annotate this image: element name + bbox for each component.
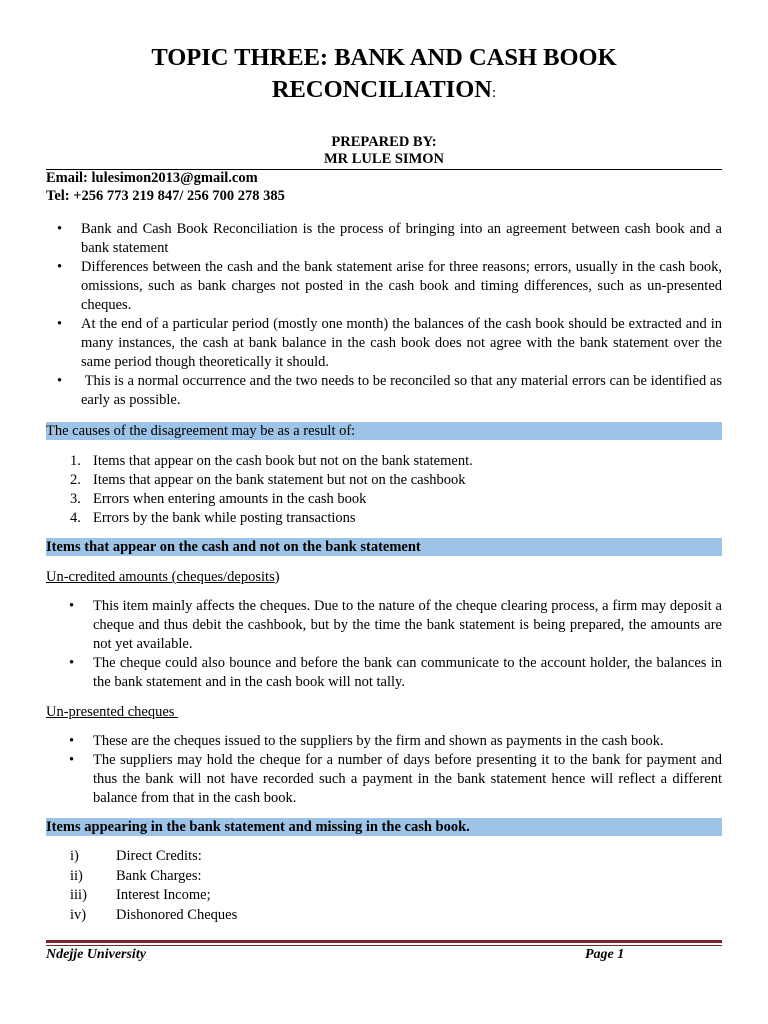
intro-bullet: • This is a normal occurrence and the two needs to be reconciled so that any material errors can be identified as early as possible. — [57, 373, 726, 408]
intro-bullet: • Differences between the cash and the bank statement arise for three reasons; errors, usually in the cash book, omissions, such as bank charges not posted in the cash book and timing differences, such as un-presented cheques. — [57, 259, 722, 313]
bank-item: ii) Bank Charges: — [70, 867, 202, 884]
bullet-icon: • — [69, 733, 75, 749]
title-line-2 — [46, 74, 722, 109]
bullet-icon: • — [69, 752, 75, 768]
intro-bullet-list — [57, 220, 726, 410]
cause-item: 4. Errors by the bank while posting transactions — [70, 510, 356, 526]
cause-item: 3. Errors when entering amounts in the cash book — [70, 491, 367, 507]
intro-bullet: • Bank and Cash Book Reconciliation is the process of bringing into an agreement between cash book and a bank statement — [57, 221, 722, 256]
section-heading-cash-not-bank: Items that appear on the cash and not on the bank statement — [46, 538, 722, 556]
bank-item: iv) Dishonored Cheques — [70, 906, 238, 923]
bullet-icon: • — [69, 655, 75, 671]
unpresented-bullet-list — [69, 732, 722, 808]
contact-block — [46, 169, 285, 205]
email-line: Email: lulesimon2013@gmail.com — [46, 170, 258, 186]
footer-institution: Ndejje University — [46, 947, 146, 962]
unpresented-bullet: • The suppliers may hold the cheque for a number of days before presenting it to the bank for payment and thus the bank will not have recorded such a payment in the bank statement hence will reflect a different balance from that in the cash book. — [69, 752, 722, 806]
intro-bullet: • At the end of a particular period (mostly one month) the balances of the cash book should be extracted and in many instances, the cash at bank balance in the cash book does not agree with the bank statement over the same period though theoretically it should. — [57, 316, 722, 370]
causes-list — [70, 452, 473, 528]
title-line-1: TOPIC THREE: BANK AND CASH BOOK — [151, 44, 617, 71]
author-name: MR LULE SIMON — [323, 151, 445, 167]
section-heading-bank-not-cash: Items appearing in the bank statement and missing in the cash book. — [46, 818, 722, 836]
footer-rule-thick — [46, 940, 722, 943]
bank-items-list — [70, 847, 237, 925]
bank-item: iii) Interest Income; — [70, 887, 211, 903]
bank-item: i) Direct Credits: — [70, 848, 202, 864]
tel-line: Tel: +256 773 219 847/ 256 700 278 385 — [46, 188, 285, 204]
uncredited-bullet-list — [69, 597, 722, 692]
title-line-2-text: RECONCILIATION — [271, 76, 492, 103]
bullet-icon: • — [57, 221, 63, 237]
prepared-by-label: PREPARED BY: — [331, 134, 437, 150]
bullet-icon: • — [57, 259, 63, 275]
prepared-by-block — [46, 134, 722, 168]
uncredited-bullet: • This item mainly affects the cheques. Due to the nature of the cheque clearing process, a firm may deposit a cheque and thus debit the cashbook, but by the time the bank statement is being prepared, the amounts are not yet available. — [69, 598, 722, 652]
title-colon: : — [491, 85, 497, 101]
causes-heading: The causes of the disagreement may be as a result of: — [46, 422, 722, 440]
page-title — [46, 42, 722, 109]
footer-rule-thin — [46, 945, 722, 946]
unpresented-bullet: • These are the cheques issued to the suppliers by the firm and shown as payments in the cash book. — [69, 733, 664, 749]
uncredited-bullet: • The cheque could also bounce and before the bank can communicate to the account holder, the balances in the bank statement and in the cash book will not tally. — [69, 655, 722, 690]
uncredited-subheading: Un-credited amounts (cheques/deposits) — [46, 569, 280, 585]
bullet-icon: • — [69, 598, 75, 614]
bullet-icon: • — [57, 373, 63, 389]
cause-item: 1. Items that appear on the cash book but not on the bank statement. — [70, 453, 473, 469]
bullet-icon: • — [57, 316, 63, 332]
cause-item: 2. Items that appear on the bank statement but not on the cashbook — [70, 472, 466, 488]
unpresented-subheading: Un-presented cheques — [46, 704, 179, 720]
footer-page-number: Page 1 — [585, 947, 625, 962]
